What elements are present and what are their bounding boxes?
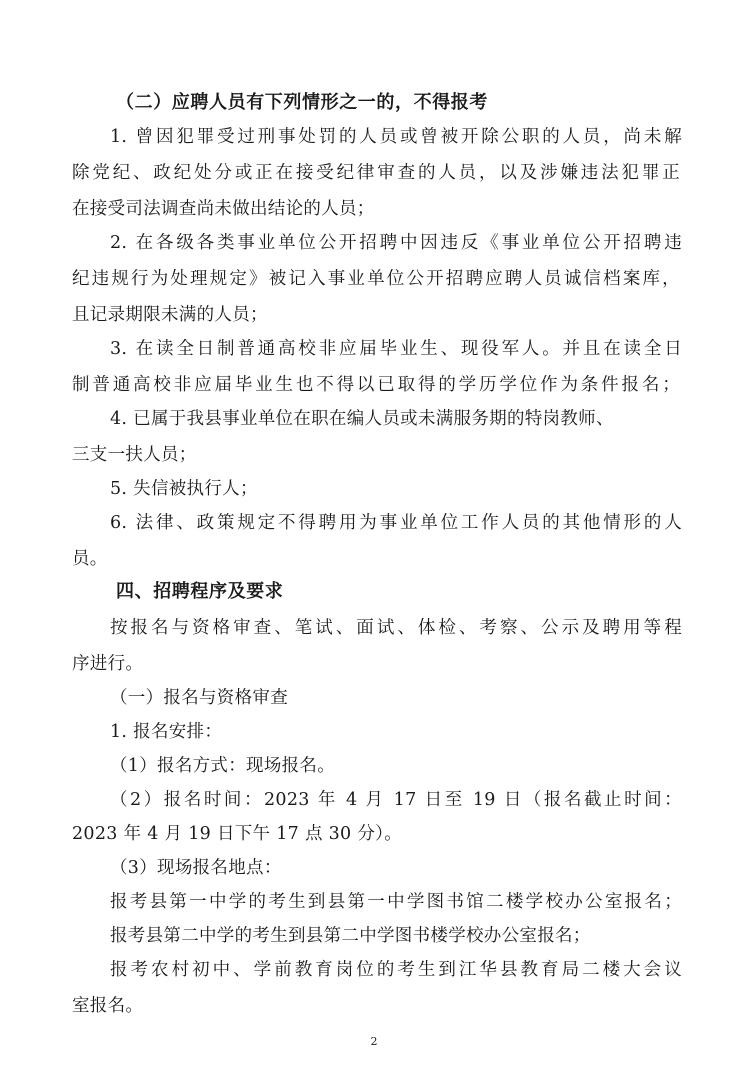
item-3-line-2: 制普通高校非应届毕业生也不得以已取得的学历学位作为条件报名； <box>72 375 680 395</box>
item-2-line-2: 纪违规行为处理规定》被记入事业单位公开招聘应聘人员诚信档案库， <box>72 269 680 289</box>
item-6-line-2: 员。 <box>72 549 108 569</box>
location-1: 报考县第一中学的考生到县第一中学图书馆二楼学校办公室报名； <box>110 892 682 912</box>
item-4-line-2: 三支一扶人员； <box>72 445 197 465</box>
item-2-line-3: 且记录期限未满的人员； <box>72 305 268 325</box>
location-3-line-2: 室报名。 <box>72 996 144 1016</box>
section-4-intro-line-2: 序进行。 <box>72 654 144 674</box>
subsection-1-heading: （一）报名与资格审查 <box>110 688 288 708</box>
location-2: 报考县第二中学的考生到县第二中学图书楼学校办公室报名； <box>110 926 591 946</box>
item-5: 5. 失信被执行人； <box>110 479 258 499</box>
registration-time-line-2: 2023 年 4 月 19 日下午 17 点 30 分）。 <box>72 824 402 844</box>
registration-location-heading: （3）现场报名地点： <box>110 858 282 878</box>
item-1-line-1: 1. 曾因犯罪受过刑事处罚的人员或曾被开除公职的人员，尚未解 <box>110 127 682 147</box>
registration-time-line-1: （2）报名时间：2023 年 4 月 17 日至 19 日（报名截止时间： <box>110 790 682 810</box>
item-1-line-3: 在接受司法调查尚未做出结论的人员； <box>72 199 375 219</box>
section-4-intro-line-1: 按报名与资格审查、笔试、面试、体检、考察、公示及聘用等程 <box>110 618 682 638</box>
page-number: 2 <box>370 1035 378 1048</box>
item-3-line-1: 3. 在读全日制普通高校非应届毕业生、现役军人。并且在读全日 <box>110 339 682 359</box>
item-2-line-1: 2. 在各级各类事业单位公开招聘中因违反《事业单位公开招聘违 <box>110 233 682 253</box>
location-3-line-1: 报考农村初中、学前教育岗位的考生到江华县教育局二楼大会议 <box>110 960 682 980</box>
section-4-heading: 四、招聘程序及要求 <box>116 581 284 602</box>
item-4-line-1: 4. 已属于我县事业单位在职在编人员或未满服务期的特岗教师、 <box>110 409 614 429</box>
item-6-line-1: 6. 法律、政策规定不得聘用为事业单位工作人员的其他情形的人 <box>110 513 682 533</box>
registration-arrangement: 1. 报名安排： <box>110 722 223 742</box>
section-2-heading: （二）应聘人员有下列情形之一的，不得报考 <box>116 92 488 113</box>
registration-method: （1）报名方式：现场报名。 <box>110 756 336 776</box>
item-1-line-2: 除党纪、政纪处分或正在接受纪律审查的人员，以及涉嫌违法犯罪正 <box>72 163 680 183</box>
